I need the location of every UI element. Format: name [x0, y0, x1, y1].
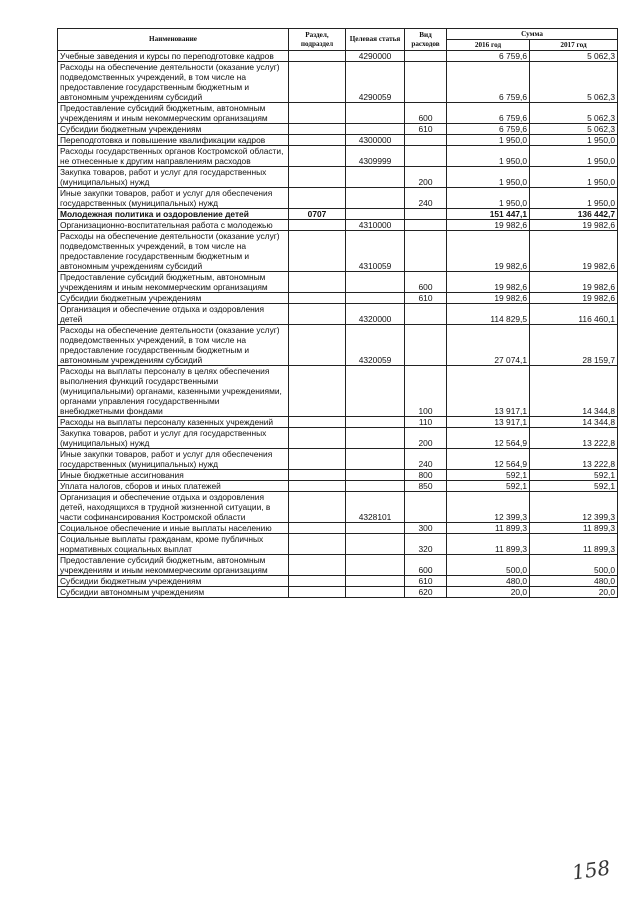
col-header-2016: 2016 год: [447, 40, 530, 51]
row-sum-2016: 13 917,1: [447, 417, 530, 428]
row-section: [289, 366, 346, 417]
row-expense-type: [405, 325, 447, 366]
row-name: Социальное обеспечение и иные выплаты населению: [58, 523, 289, 534]
row-sum-2017: 13 222,8: [530, 449, 618, 470]
row-target: [346, 449, 405, 470]
row-sum-2016: 151 447,1: [447, 209, 530, 220]
row-sum-2016: 13 917,1: [447, 366, 530, 417]
row-sum-2016: 19 982,6: [447, 272, 530, 293]
row-sum-2016: 592,1: [447, 481, 530, 492]
row-sum-2017: 136 442,7: [530, 209, 618, 220]
table-row: [58, 188, 618, 209]
row-sum-2017: 11 899,3: [530, 534, 618, 555]
row-sum-2017: 592,1: [530, 481, 618, 492]
row-expense-type: [405, 62, 447, 103]
row-expense-type: 240: [405, 449, 447, 470]
row-target: 4300000: [346, 135, 405, 146]
row-sum-2017: 480,0: [530, 576, 618, 587]
table-row: [58, 534, 618, 555]
row-section: [289, 587, 346, 598]
row-sum-2016: 11 899,3: [447, 523, 530, 534]
col-header-expense-type: Вид расходов: [405, 29, 447, 51]
table-row: [58, 135, 618, 146]
row-section: [289, 167, 346, 188]
row-sum-2017: 1 950,0: [530, 188, 618, 209]
row-target: [346, 124, 405, 135]
row-sum-2016: 1 950,0: [447, 146, 530, 167]
table-row: [58, 481, 618, 492]
row-target: [346, 417, 405, 428]
row-expense-type: [405, 304, 447, 325]
row-name: Организационно-воспитательная работа с молодежью: [58, 220, 289, 231]
row-sum-2017: 1 950,0: [530, 146, 618, 167]
row-target: 4328101: [346, 492, 405, 523]
row-section: [289, 188, 346, 209]
row-expense-type: 320: [405, 534, 447, 555]
table-row: [58, 325, 618, 366]
row-expense-type: 240: [405, 188, 447, 209]
table-header: [58, 29, 618, 51]
page-number: 158: [570, 855, 612, 885]
row-name: Субсидии бюджетным учреждениям: [58, 576, 289, 587]
row-target: [346, 576, 405, 587]
row-name: Учебные заведения и курсы по переподготовке кадров: [58, 51, 289, 62]
row-target: 4320000: [346, 304, 405, 325]
row-target: [346, 523, 405, 534]
row-name: Расходы на выплаты персоналу в целях обеспечения выполнения функций государственными (муниципальными) органами, казенными учреждениями, органами управления государственными внебюджетными фондами: [58, 366, 289, 417]
col-header-section: Раздел, подраздел: [289, 29, 346, 51]
row-sum-2016: 1 950,0: [447, 135, 530, 146]
row-sum-2016: 19 982,6: [447, 220, 530, 231]
row-name: Организация и обеспечение отдыха и оздоровления детей, находящихся в трудной жизненной ситуации, в части софинансирования Костромской области: [58, 492, 289, 523]
row-section: [289, 135, 346, 146]
col-header-target: Целевая статья: [346, 29, 405, 51]
row-section: [289, 534, 346, 555]
table-row: [58, 272, 618, 293]
row-target: [346, 293, 405, 304]
row-name: Расходы на выплаты персоналу казенных учреждений: [58, 417, 289, 428]
row-name: Субсидии бюджетным учреждениям: [58, 293, 289, 304]
row-section: [289, 576, 346, 587]
row-name: Предоставление субсидий бюджетным, автономным учреждениям и иным некоммерческим организациям: [58, 272, 289, 293]
table-row: [58, 576, 618, 587]
table-row: [58, 293, 618, 304]
row-target: [346, 188, 405, 209]
row-expense-type: 100: [405, 366, 447, 417]
row-section: [289, 124, 346, 135]
row-expense-type: [405, 146, 447, 167]
col-header-name: Наименование: [58, 29, 289, 51]
table-body: [58, 51, 618, 598]
row-target: [346, 555, 405, 576]
row-section: [289, 481, 346, 492]
row-sum-2016: 1 950,0: [447, 167, 530, 188]
row-section: [289, 146, 346, 167]
row-target: [346, 272, 405, 293]
row-target: 4309999: [346, 146, 405, 167]
row-section: [289, 428, 346, 449]
row-target: [346, 167, 405, 188]
row-section: [289, 272, 346, 293]
row-sum-2016: 12 564,9: [447, 449, 530, 470]
table-row: [58, 492, 618, 523]
row-sum-2016: 6 759,6: [447, 62, 530, 103]
col-header-2017: 2017 год: [530, 40, 618, 51]
row-name: Переподготовка и повышение квалификации кадров: [58, 135, 289, 146]
row-sum-2017: 12 399,3: [530, 492, 618, 523]
row-sum-2017: 5 062,3: [530, 124, 618, 135]
table-row: [58, 167, 618, 188]
table-row: [58, 209, 618, 220]
row-sum-2017: 5 062,3: [530, 62, 618, 103]
row-name: Социальные выплаты гражданам, кроме публичных нормативных социальных выплат: [58, 534, 289, 555]
table-row: [58, 555, 618, 576]
row-sum-2016: 500,0: [447, 555, 530, 576]
table-row: [58, 470, 618, 481]
table-row: [58, 417, 618, 428]
row-name: Организация и обеспечение отдыха и оздоровления детей: [58, 304, 289, 325]
row-expense-type: 850: [405, 481, 447, 492]
row-sum-2017: 14 344,8: [530, 417, 618, 428]
row-expense-type: 600: [405, 103, 447, 124]
row-section: [289, 62, 346, 103]
row-name: Субсидии автономным учреждениям: [58, 587, 289, 598]
table-row: [58, 304, 618, 325]
row-sum-2017: 19 982,6: [530, 220, 618, 231]
row-expense-type: [405, 231, 447, 272]
row-expense-type: 800: [405, 470, 447, 481]
row-sum-2017: 19 982,6: [530, 272, 618, 293]
row-target: [346, 209, 405, 220]
row-expense-type: 300: [405, 523, 447, 534]
row-sum-2017: 5 062,3: [530, 51, 618, 62]
row-target: [346, 428, 405, 449]
table-row: [58, 51, 618, 62]
row-sum-2016: 6 759,6: [447, 51, 530, 62]
row-section: [289, 220, 346, 231]
row-section: [289, 325, 346, 366]
row-expense-type: [405, 51, 447, 62]
row-sum-2017: 11 899,3: [530, 523, 618, 534]
row-target: [346, 470, 405, 481]
row-name: Иные закупки товаров, работ и услуг для обеспечения государственных (муниципальных) нужд: [58, 188, 289, 209]
row-section: [289, 51, 346, 62]
row-sum-2017: 5 062,3: [530, 103, 618, 124]
row-expense-type: [405, 135, 447, 146]
row-expense-type: 610: [405, 576, 447, 587]
row-name: Предоставление субсидий бюджетным, автономным учреждениям и иным некоммерческим организациям: [58, 555, 289, 576]
table-row: [58, 146, 618, 167]
row-target: [346, 587, 405, 598]
row-expense-type: 200: [405, 167, 447, 188]
table-row: [58, 449, 618, 470]
row-sum-2016: 1 950,0: [447, 188, 530, 209]
row-section: [289, 523, 346, 534]
row-expense-type: [405, 209, 447, 220]
row-sum-2017: 19 982,6: [530, 231, 618, 272]
row-sum-2017: 116 460,1: [530, 304, 618, 325]
row-sum-2016: 27 074,1: [447, 325, 530, 366]
row-sum-2017: 14 344,8: [530, 366, 618, 417]
row-name: Иные закупки товаров, работ и услуг для обеспечения государственных (муниципальных) нужд: [58, 449, 289, 470]
row-section: [289, 449, 346, 470]
table-row: [58, 231, 618, 272]
row-name: Уплата налогов, сборов и иных платежей: [58, 481, 289, 492]
row-sum-2017: 19 982,6: [530, 293, 618, 304]
table-row: [58, 220, 618, 231]
row-sum-2016: 114 829,5: [447, 304, 530, 325]
row-expense-type: 620: [405, 587, 447, 598]
row-sum-2017: 592,1: [530, 470, 618, 481]
row-name: Расходы на обеспечение деятельности (оказание услуг) подведомственных учреждений, в том числе на предоставление государственным бюджетным и автономным учреждениям субсидий: [58, 62, 289, 103]
row-section: [289, 470, 346, 481]
row-expense-type: 610: [405, 293, 447, 304]
row-sum-2017: 13 222,8: [530, 428, 618, 449]
row-sum-2016: 12 399,3: [447, 492, 530, 523]
table-row: [58, 523, 618, 534]
row-section: [289, 304, 346, 325]
row-sum-2017: 1 950,0: [530, 135, 618, 146]
row-name: Закупка товаров, работ и услуг для государственных (муниципальных) нужд: [58, 167, 289, 188]
row-sum-2017: 500,0: [530, 555, 618, 576]
row-section: [289, 492, 346, 523]
row-target: 4290000: [346, 51, 405, 62]
row-section: 0707: [289, 209, 346, 220]
table-row: [58, 62, 618, 103]
row-target: [346, 534, 405, 555]
row-name: Иные бюджетные ассигнования: [58, 470, 289, 481]
row-sum-2016: 592,1: [447, 470, 530, 481]
table-row: [58, 366, 618, 417]
row-sum-2017: 20,0: [530, 587, 618, 598]
row-target: 4290059: [346, 62, 405, 103]
row-name: Расходы на обеспечение деятельности (оказание услуг) подведомственных учреждений, в том числе на предоставление государственным бюджетным и автономным учреждениям субсидий: [58, 231, 289, 272]
row-name: Расходы государственных органов Костромской области, не отнесенные к другим направлениям расходов: [58, 146, 289, 167]
row-sum-2016: 6 759,6: [447, 124, 530, 135]
row-expense-type: [405, 220, 447, 231]
row-target: 4310059: [346, 231, 405, 272]
row-sum-2016: 480,0: [447, 576, 530, 587]
row-section: [289, 555, 346, 576]
row-section: [289, 103, 346, 124]
row-expense-type: [405, 492, 447, 523]
row-expense-type: 110: [405, 417, 447, 428]
budget-table: [57, 28, 618, 598]
row-expense-type: 600: [405, 272, 447, 293]
row-name: Субсидии бюджетным учреждениям: [58, 124, 289, 135]
row-sum-2016: 11 899,3: [447, 534, 530, 555]
row-sum-2016: 20,0: [447, 587, 530, 598]
row-expense-type: 610: [405, 124, 447, 135]
row-expense-type: 600: [405, 555, 447, 576]
row-section: [289, 293, 346, 304]
row-target: [346, 481, 405, 492]
row-target: 4310000: [346, 220, 405, 231]
row-name: Расходы на обеспечение деятельности (оказание услуг) подведомственных учреждений, в том числе на предоставление государственным бюджетным и автономным учреждениям субсидий: [58, 325, 289, 366]
row-name: Предоставление субсидий бюджетным, автономным учреждениям и иным некоммерческим организациям: [58, 103, 289, 124]
table-row: [58, 103, 618, 124]
row-target: [346, 366, 405, 417]
table-row: [58, 587, 618, 598]
col-header-sum: Сумма: [447, 29, 618, 40]
row-section: [289, 417, 346, 428]
row-sum-2016: 6 759,6: [447, 103, 530, 124]
table-row: [58, 428, 618, 449]
row-name: Молодежная политика и оздоровление детей: [58, 209, 289, 220]
row-target: 4320059: [346, 325, 405, 366]
table-row: [58, 124, 618, 135]
row-section: [289, 231, 346, 272]
row-sum-2016: 19 982,6: [447, 231, 530, 272]
row-sum-2017: 28 159,7: [530, 325, 618, 366]
row-expense-type: 200: [405, 428, 447, 449]
row-target: [346, 103, 405, 124]
row-sum-2016: 12 564,9: [447, 428, 530, 449]
row-sum-2016: 19 982,6: [447, 293, 530, 304]
row-sum-2017: 1 950,0: [530, 167, 618, 188]
row-name: Закупка товаров, работ и услуг для государственных (муниципальных) нужд: [58, 428, 289, 449]
